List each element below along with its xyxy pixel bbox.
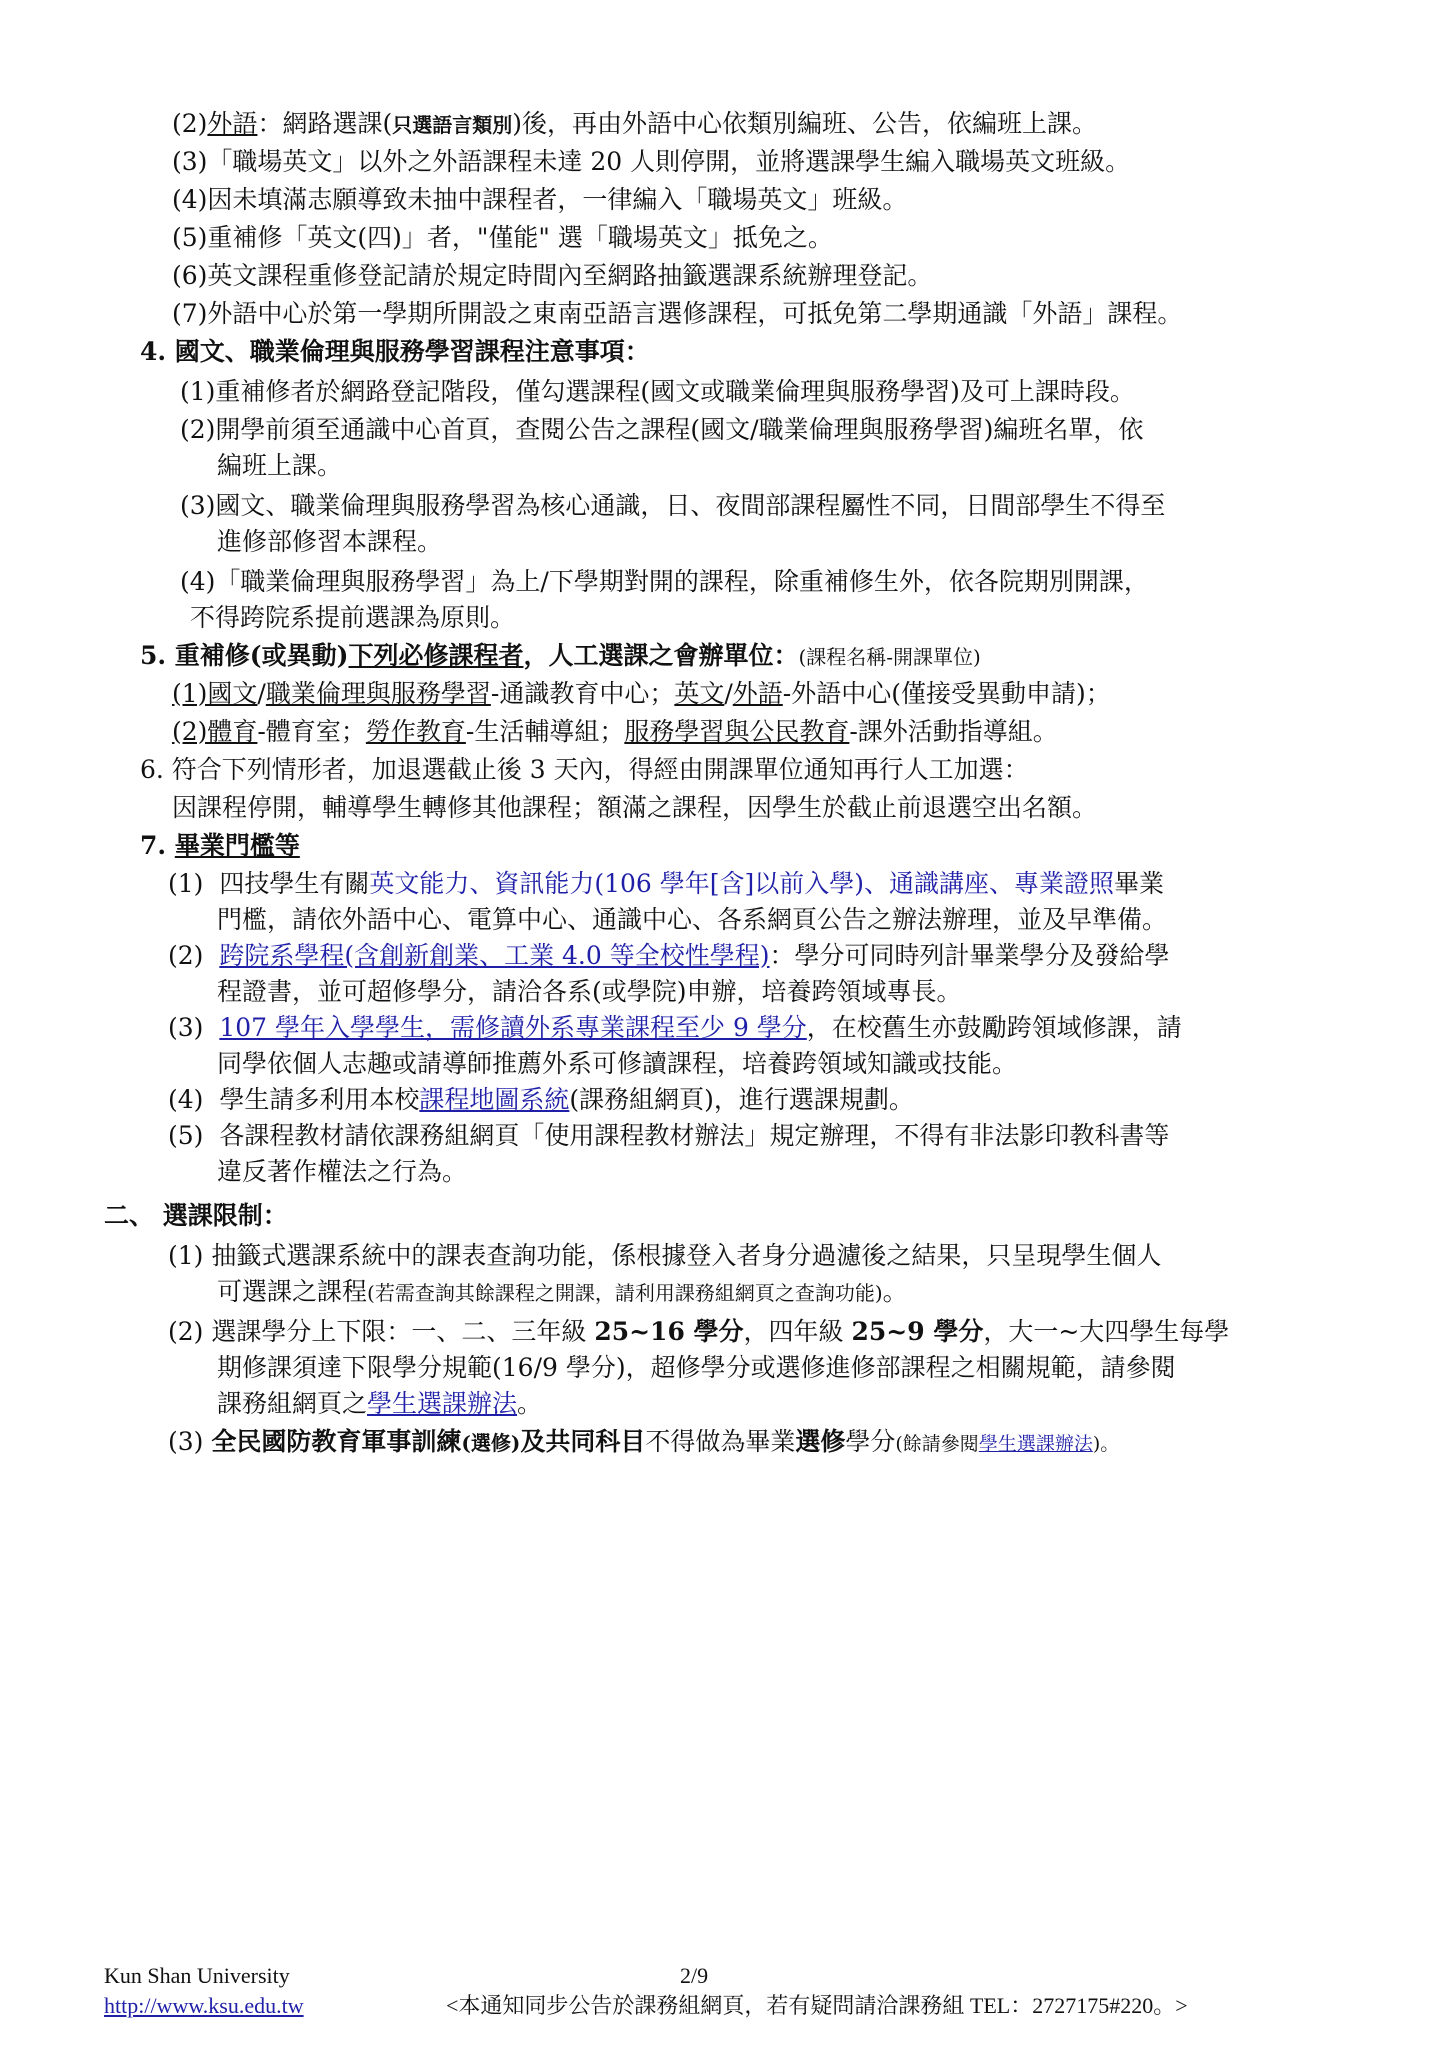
text: 5. 重補修(或異動) — [140, 641, 349, 670]
text: 只選語言類別 — [392, 113, 513, 137]
text: ，人工選課之會辦單位： — [523, 641, 799, 670]
text: 學分 — [845, 1427, 896, 1456]
link[interactable]: 課程地圖系統 — [419, 1085, 570, 1114]
item-7-5b: 違反著作權法之行為。 — [217, 1157, 468, 1186]
text: 可選課之課程 — [217, 1277, 368, 1306]
item-3-6: (6)英文課程重修登記請於規定時間內至網路抽籤選課系統辦理登記。 — [172, 261, 933, 290]
item-b-3 — [168, 1426, 1119, 1460]
text: 。 — [517, 1389, 543, 1418]
item-4-2b: 編班上課。 — [217, 451, 343, 480]
item-b-1a: (1) 抽籤式選課系統中的課表查詢功能，係根據登入者身分過濾後之結果，只呈現學生個人 — [168, 1241, 1162, 1270]
text: -外語中心(僅接受異動申請)； — [782, 679, 1111, 708]
item-4-4b: 不得跨院系提前選課為原則。 — [190, 603, 516, 632]
section-5-line-1 — [172, 678, 1111, 710]
item-b-1b — [217, 1276, 908, 1309]
item-3-5: (5)重補修「英文(四)」者，"僅能" 選「職場英文」抵免之。 — [172, 223, 833, 252]
section-5-line-2 — [172, 716, 1058, 748]
item-7-1a — [168, 868, 1164, 900]
text: / — [724, 679, 733, 708]
section-6-line-2: 因課程停開，輔導學生轉修其他課程；額滿之課程，因學生於截止前退選空出名額。 — [172, 793, 1098, 822]
text: (2) 選課學分上下限：一、二、三年級 — [168, 1317, 595, 1346]
footer-url-link[interactable]: http://www.ksu.edu.tw — [104, 1993, 304, 2018]
text: 。 — [882, 1277, 908, 1306]
text: (課務組網頁)，進行選課規劃。 — [569, 1085, 914, 1114]
footer-url[interactable] — [104, 1992, 304, 2020]
text: -體育室； — [257, 717, 366, 746]
item-3-4: (4)因未填滿志願導致未抽中課程者，一律編入「職場英文」班級。 — [172, 185, 908, 214]
text: -生活輔導組； — [465, 717, 625, 746]
text: (2) — [172, 109, 208, 138]
text: -通識教育中心； — [490, 679, 675, 708]
item-7-4 — [168, 1084, 914, 1116]
link[interactable]: 學生選課辦法 — [978, 1433, 1093, 1455]
item-7-1b: 門檻，請依外語中心、電算中心、通識中心、各系網頁公告之辦法辦理，並及早準備。 — [217, 905, 1168, 934]
item-3-7: (7)外語中心於第一學期所開設之東南亞語言選修課程，可抵免第二學期通識「外語」課程。 — [172, 299, 1183, 328]
link[interactable]: 學生選課辦法 — [367, 1389, 518, 1418]
text: 英文 — [674, 679, 725, 708]
text: 英文能力、資訊能力(106 學年[含]以前入學)、通識講座、專業證照 — [369, 869, 1115, 898]
item-7-2b: 程證書，並可超修學分，請洽各系(或學院)申辦，培養跨領域專長。 — [217, 977, 962, 1006]
item-3-2 — [172, 108, 1097, 141]
item-b-2b: 期修課須達下限學分規範(16/9 學分)，超修學分或選修進修部課程之相關規範，請參閱 — [217, 1353, 1176, 1382]
footer-note: <本通知同步公告於課務組網頁，若有疑問請洽課務組 TEL：2727175#220。> — [446, 1993, 1188, 2018]
text: 服務學習與公民教育 — [624, 717, 850, 746]
text: (1)國文 — [172, 679, 258, 708]
text: (5) — [168, 1121, 204, 1150]
section-b-heading: 二、 選課限制： — [104, 1201, 288, 1230]
section-4-heading: 4. 國文、職業倫理與服務學習課程注意事項： — [140, 337, 650, 366]
item-b-2c — [217, 1388, 542, 1420]
text: (3) — [168, 1427, 212, 1456]
text: 勞作教育 — [365, 717, 466, 746]
text: (1) — [168, 869, 204, 898]
section-7-heading — [140, 830, 300, 862]
text: (4) — [168, 1085, 204, 1114]
text: 課務組網頁之 — [217, 1389, 368, 1418]
text: / — [257, 679, 266, 708]
section-5-heading — [140, 640, 981, 673]
text: -課外活動指導組。 — [849, 717, 1058, 746]
text: 全民國防教育軍事訓練 — [211, 1427, 462, 1456]
text: ，在校舊生亦鼓勵跨領域修課，請 — [806, 1013, 1182, 1042]
link[interactable]: 跨院系學程(含創新創業、工業 4.0 等全校性學程) — [219, 941, 770, 970]
text: 畢業 — [1114, 869, 1165, 898]
text: 四技學生有關 — [219, 869, 370, 898]
text: 外語 — [207, 109, 258, 138]
text: 不得做為畢業 — [645, 1427, 796, 1456]
item-7-3b: 同學依個人志趣或請導師推薦外系可修讀課程，培養跨領域知識或技能。 — [217, 1049, 1018, 1078]
text: ，大一~大四學生每學 — [983, 1317, 1230, 1346]
footer-page-number: 2/9 — [680, 1963, 709, 1988]
item-7-3a — [168, 1012, 1182, 1044]
text: (課程名稱-開課單位) — [798, 645, 981, 669]
text: ：網路選課( — [257, 109, 393, 138]
item-4-3b: 進修部修習本課程。 — [217, 527, 443, 556]
item-4-4a: (4)「職業倫理與服務學習」為上/下學期對開的課程，除重補修生外，依各院期別開課， — [180, 567, 1149, 596]
item-4-1: (1)重補修者於網路登記階段，僅勾選課程(國文或職業倫理與服務學習)及可上課時段。 — [180, 377, 1135, 406]
text: 共同科目 — [545, 1427, 646, 1456]
text: (餘請參閱 — [895, 1433, 979, 1455]
text: 及 — [520, 1427, 546, 1456]
section-6-line-1: 6. 符合下列情形者，加退選截止後 3 天內，得經由開課單位通知再行人工加選： — [140, 755, 1029, 784]
text: 下列必修課程者 — [348, 641, 524, 670]
item-4-3a: (3)國文、職業倫理與服務學習為核心通識，日、夜間部課程屬性不同，日間部學生不得至 — [180, 491, 1166, 520]
text: (2) — [168, 941, 204, 970]
text: 各課程教材請依課務組網頁「使用課程教材辦法」規定辦理，不得有非法影印教科書等 — [219, 1121, 1170, 1150]
text: (選修) — [461, 1431, 521, 1455]
text: 職業倫理與服務學習 — [265, 679, 491, 708]
text: )。 — [1092, 1433, 1120, 1455]
text: 25~9 學分 — [851, 1317, 984, 1346]
text: ：學分可同時列計畢業學分及發給學 — [769, 941, 1170, 970]
text: 學生請多利用本校 — [219, 1085, 420, 1114]
item-b-2a — [168, 1316, 1229, 1348]
text: 7. — [140, 831, 175, 860]
text: (2)體育 — [172, 717, 258, 746]
item-7-5a — [168, 1120, 1169, 1152]
item-3-3: (3)「職場英文」以外之外語課程未達 20 人則停開，並將選課學生編入職場英文班級。 — [172, 147, 1131, 176]
text: (3) — [168, 1013, 204, 1042]
link[interactable]: 107 學年入學學生，需修讀外系專業課程至少 9 學分 — [219, 1013, 807, 1042]
text: )後，再由外語中心依類別編班、公告，依編班上課。 — [512, 109, 1097, 138]
text: 選修 — [795, 1427, 846, 1456]
text: 外語 — [732, 679, 783, 708]
item-4-2a: (2)開學前須至通識中心首頁，查閱公告之課程(國文/職業倫理與服務學習)編班名單，依 — [180, 415, 1144, 444]
item-7-2a — [168, 940, 1170, 972]
text: ，四年級 — [743, 1317, 852, 1346]
text: 畢業門檻等 — [174, 831, 300, 860]
text: 25~16 學分 — [594, 1317, 744, 1346]
footer-org: Kun Shan University — [104, 1963, 290, 1988]
text: (若需查詢其餘課程之開課，請利用課務組網頁之查詢功能) — [367, 1281, 883, 1305]
